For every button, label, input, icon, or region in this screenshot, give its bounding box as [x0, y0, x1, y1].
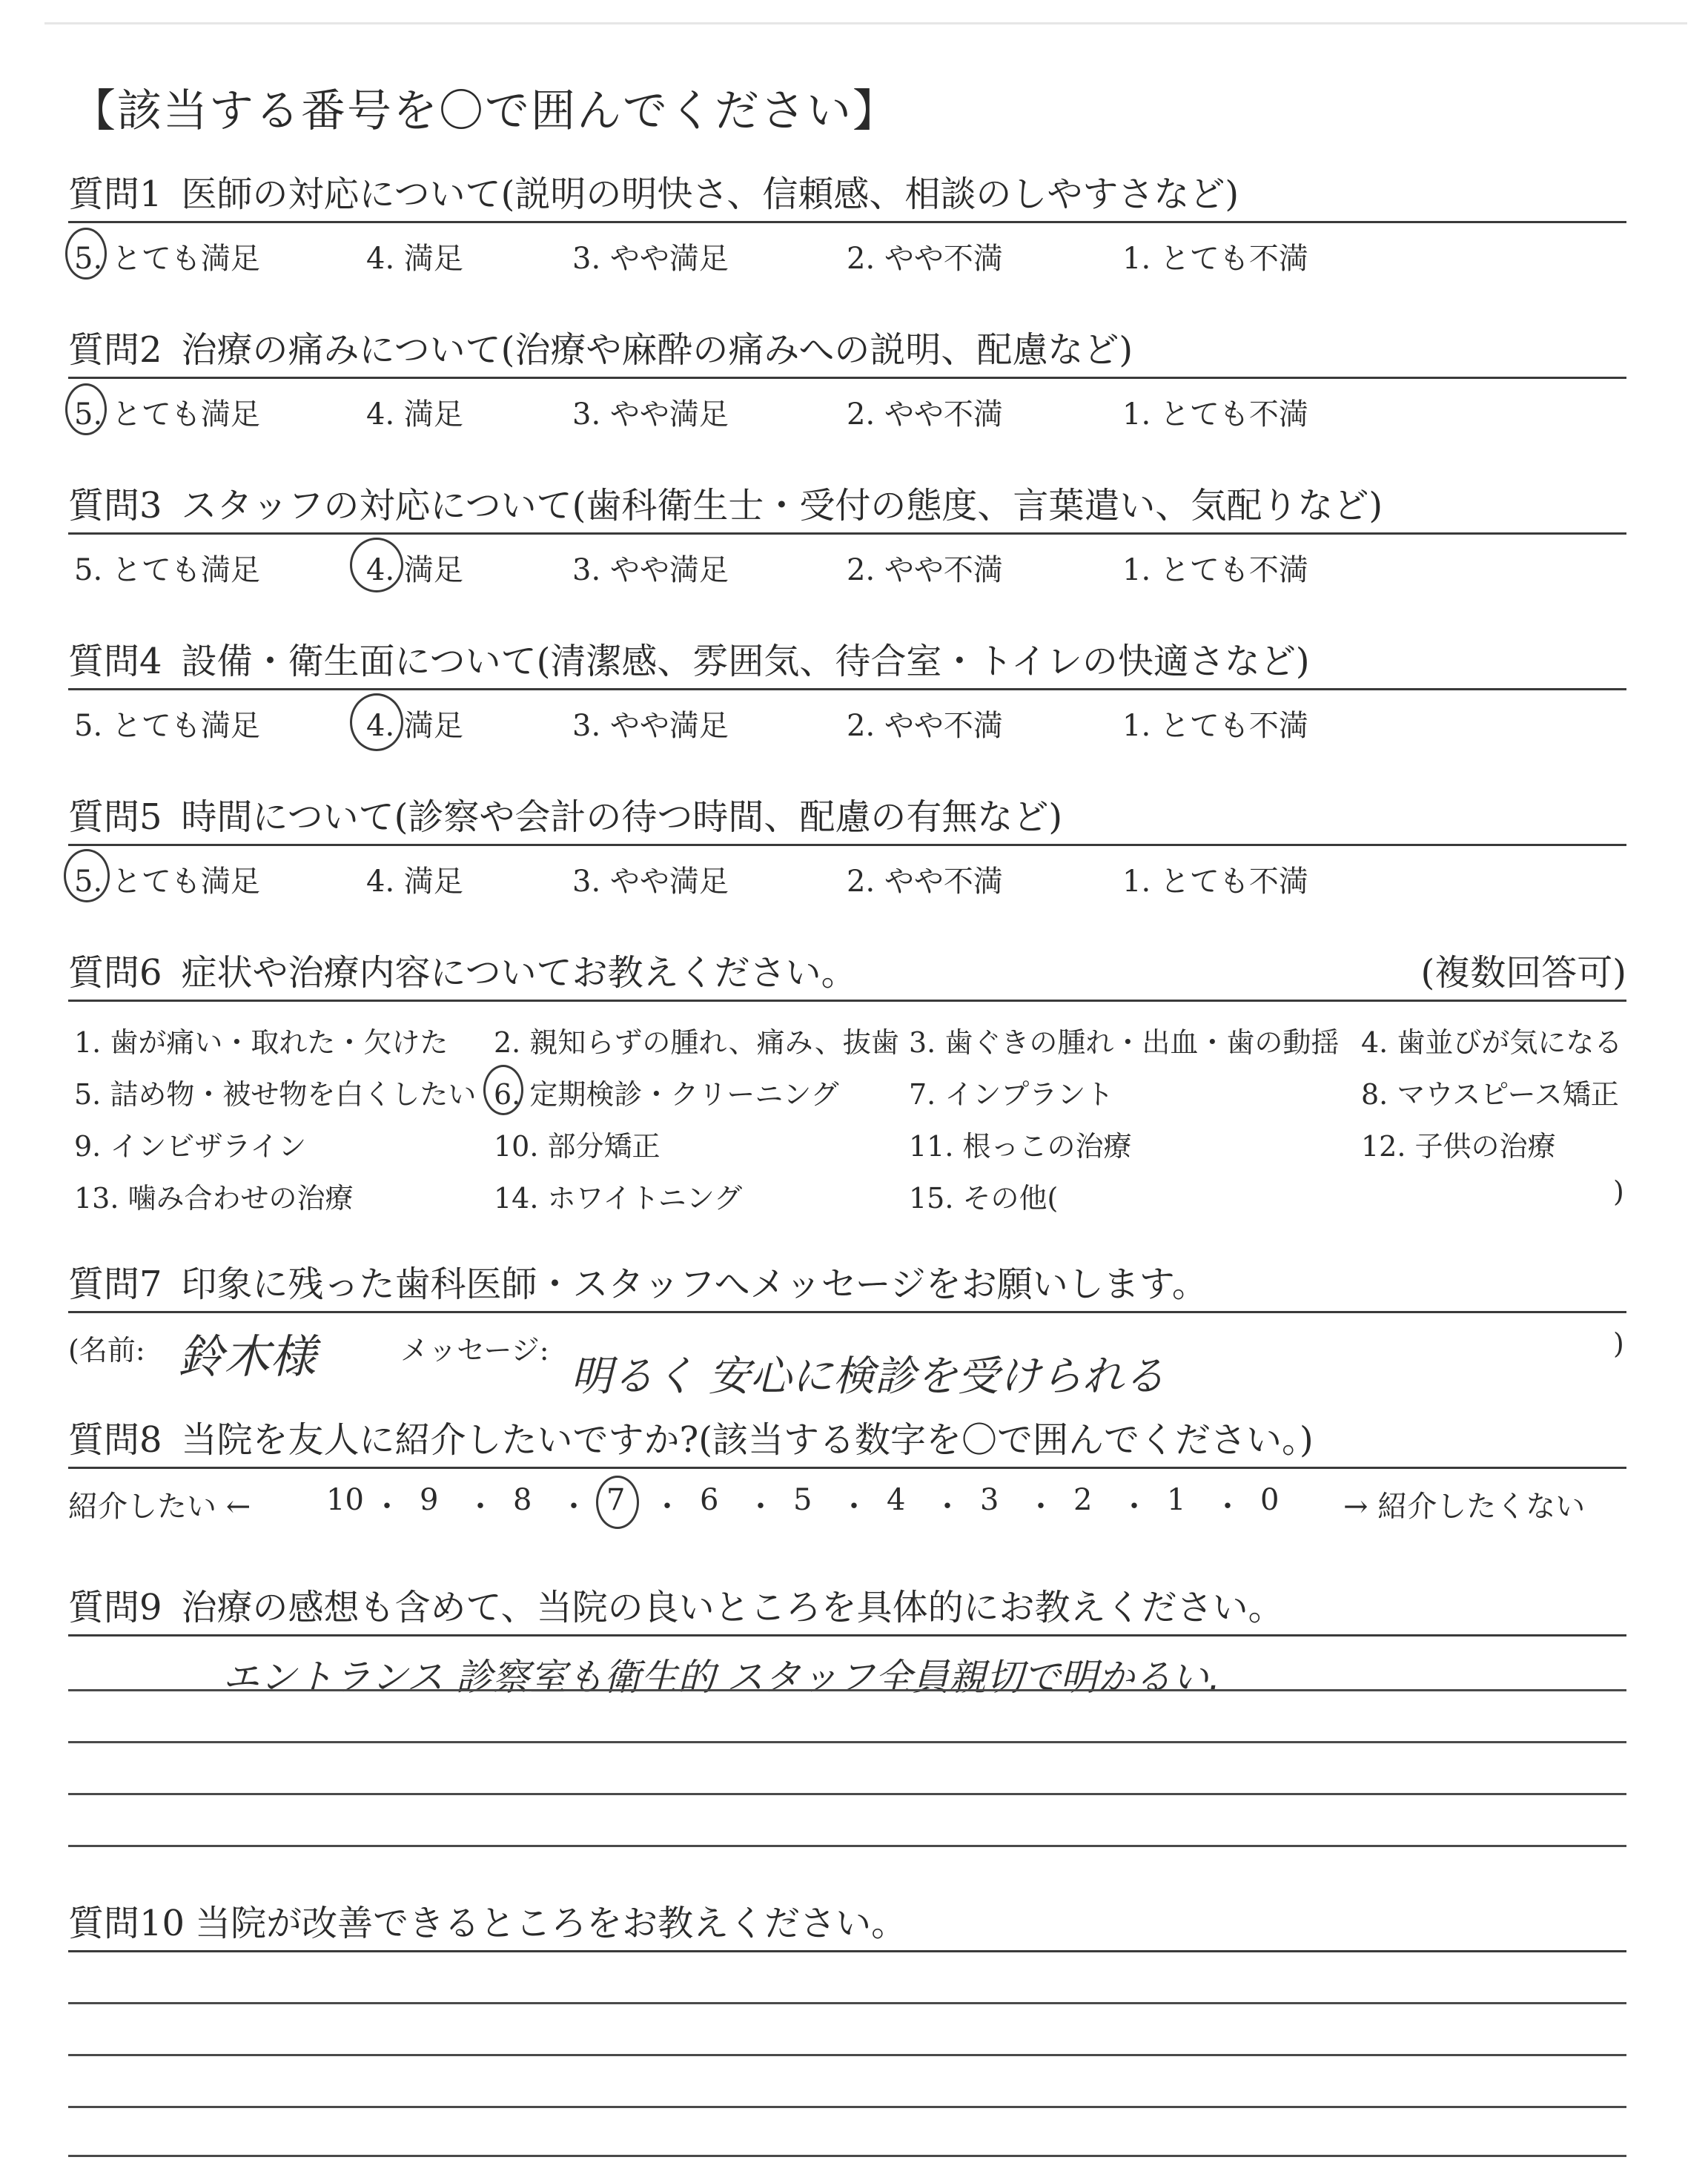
- symptom-option-12[interactable]: 12. 子供の治療: [1361, 1130, 1556, 1163]
- rating-option-4[interactable]: 4. 満足: [366, 397, 463, 432]
- answer-line: [68, 1741, 1626, 1743]
- symptom-option-14[interactable]: 14. ホワイトニング: [494, 1182, 743, 1215]
- rating-options: [68, 855, 1626, 899]
- symptom-option-1[interactable]: 1. 歯が痛い・取れた・欠けた: [74, 1026, 448, 1059]
- question-text: 症状や治療内容についてお教えください。: [181, 952, 857, 994]
- selection-circle: [483, 1065, 523, 1115]
- scale-separator: ・: [372, 1490, 402, 1524]
- question-rule: [68, 688, 1626, 690]
- answer-line: [68, 1845, 1626, 1847]
- question-number: 質問2: [68, 329, 162, 371]
- question-text: 設備・衛生面について(清潔感、雰囲気、待合室・トイレの快適さなど): [181, 641, 1310, 682]
- question-text: 当院が改善できるところをお教えください。: [195, 1903, 907, 1944]
- question-2: [68, 328, 1626, 432]
- rating-option-1[interactable]: 1. とても不満: [1122, 709, 1308, 743]
- question-rule: [68, 1950, 1626, 1952]
- rating-option-2[interactable]: 2. やや不満: [847, 553, 1003, 587]
- rating-option-1[interactable]: 1. とても不満: [1122, 397, 1308, 432]
- scale-value-10[interactable]: 10: [326, 1483, 364, 1517]
- scale-separator: ・: [466, 1490, 495, 1524]
- question-10: [68, 1901, 1626, 1952]
- scale-separator: ・: [933, 1490, 962, 1524]
- answer-line: [68, 2002, 1626, 2004]
- handwritten-answer[interactable]: エントランス 診察室も衛生的 スタッフ全員親切で明かるい.: [222, 1656, 1221, 1699]
- handwritten-name[interactable]: 鈴木様: [178, 1330, 317, 1384]
- question-number: 質問6: [68, 952, 162, 994]
- symptom-option-2[interactable]: 2. 親知らずの腫れ、痛み、抜歯: [494, 1026, 899, 1059]
- rating-option-4[interactable]: 4. 満足: [366, 242, 463, 276]
- scale-separator: ・: [1026, 1490, 1056, 1524]
- scale-separator: ・: [559, 1490, 589, 1524]
- scale-value-0[interactable]: 0: [1260, 1483, 1280, 1517]
- scale-value-4[interactable]: 4: [887, 1483, 906, 1517]
- recommend-right-label: → 紹介したくない: [1343, 1490, 1586, 1524]
- message-close-paren: ): [1613, 1327, 1624, 1360]
- symptom-option-7[interactable]: 7. インプラント: [909, 1078, 1114, 1111]
- question-text: 治療の痛みについて(治療や麻酔の痛みへの説明、配慮など): [181, 329, 1133, 371]
- rating-option-4[interactable]: 4. 満足: [366, 709, 463, 743]
- symptom-option-9[interactable]: 9. インビザライン: [74, 1130, 307, 1163]
- question-text: スタッフの対応について(歯科衛生士・受付の態度、言葉遣い、気配りなど): [181, 485, 1383, 526]
- scale-value-7[interactable]: 7: [606, 1483, 626, 1517]
- symptom-option-10[interactable]: 10. 部分矯正: [494, 1130, 661, 1163]
- selection-circle: [65, 383, 107, 435]
- instruction-heading: 【該当する番号を〇で囲んでください】: [71, 85, 898, 137]
- rating-option-5[interactable]: 5. とても満足: [74, 709, 260, 743]
- question-text: 時間について(診察や会計の待つ時間、配慮の有無など): [181, 796, 1063, 838]
- question-8: [68, 1418, 1626, 1469]
- multiple-answers-note: (複数回答可): [1420, 952, 1626, 994]
- rating-option-5[interactable]: 5. とても満足: [74, 865, 260, 899]
- symptom-option-3[interactable]: 3. 歯ぐきの腫れ・出血・歯の動揺: [909, 1026, 1340, 1059]
- rating-option-3[interactable]: 3. やや満足: [572, 242, 729, 276]
- rating-option-5[interactable]: 5. とても満足: [74, 242, 260, 276]
- question-rule: [68, 377, 1626, 379]
- symptom-option-11[interactable]: 11. 根っこの治療: [909, 1130, 1132, 1163]
- symptom-option-6[interactable]: 6. 定期検診・クリーニング: [494, 1078, 839, 1111]
- top-border: [44, 22, 1687, 24]
- rating-option-4[interactable]: 4. 満足: [366, 865, 463, 899]
- selection-circle: [65, 228, 107, 280]
- rating-option-1[interactable]: 1. とても不満: [1122, 865, 1308, 899]
- selection-circle: [596, 1476, 639, 1529]
- question-text: 印象に残った歯科医師・スタッフへメッセージをお願いします。: [181, 1264, 1208, 1305]
- question-text: 医師の対応について(説明の明快さ、信頼感、相談のしやすさなど): [181, 174, 1239, 215]
- question-number: 質問10: [68, 1903, 185, 1944]
- rating-option-3[interactable]: 3. やや満足: [572, 397, 729, 432]
- question-3: [68, 483, 1626, 588]
- question-rule: [68, 1000, 1626, 1002]
- scale-value-1[interactable]: 1: [1167, 1483, 1186, 1517]
- rating-option-1[interactable]: 1. とても不満: [1122, 553, 1308, 587]
- rating-option-2[interactable]: 2. やや不満: [847, 865, 1003, 899]
- question-rule: [68, 844, 1626, 846]
- rating-option-3[interactable]: 3. やや満足: [572, 709, 729, 743]
- name-label: (名前:: [68, 1334, 145, 1367]
- scale-value-5[interactable]: 5: [793, 1483, 812, 1517]
- question-number: 質問9: [68, 1587, 162, 1628]
- question-rule: [68, 221, 1626, 223]
- rating-option-2[interactable]: 2. やや不満: [847, 709, 1003, 743]
- rating-options: [68, 388, 1626, 432]
- scale-separator: ・: [839, 1490, 869, 1524]
- rating-option-5[interactable]: 5. とても満足: [74, 553, 260, 587]
- rating-option-2[interactable]: 2. やや不満: [847, 242, 1003, 276]
- scale-value-9[interactable]: 9: [420, 1483, 439, 1517]
- question-6: [68, 951, 1626, 1002]
- question-7: [68, 1262, 1626, 1313]
- scale-separator: ・: [652, 1490, 682, 1524]
- symptom-option-8[interactable]: 8. マウスピース矯正: [1361, 1078, 1619, 1111]
- rating-option-2[interactable]: 2. やや不満: [847, 397, 1003, 432]
- other-close-paren: ): [1613, 1175, 1624, 1208]
- question-text: 当院を友人に紹介したいですか?(該当する数字を〇で囲んでください。): [181, 1419, 1314, 1461]
- symptom-option-5[interactable]: 5. 詰め物・被せ物を白くしたい: [74, 1078, 477, 1111]
- question-number: 質問5: [68, 796, 162, 838]
- question-9: [68, 1585, 1626, 1636]
- question-1: [68, 172, 1626, 277]
- question-4: [68, 639, 1626, 744]
- symptom-option-4[interactable]: 4. 歯並びが気になる: [1361, 1026, 1623, 1059]
- scale-separator: ・: [1119, 1490, 1149, 1524]
- scale-separator: ・: [746, 1490, 775, 1524]
- question-number: 質問7: [68, 1264, 162, 1305]
- rating-option-4[interactable]: 4. 満足: [366, 553, 463, 587]
- question-rule: [68, 1467, 1626, 1469]
- selection-circle: [350, 538, 403, 592]
- scale-separator: ・: [1213, 1490, 1242, 1524]
- rating-options: [68, 232, 1626, 277]
- selection-circle: [64, 849, 110, 902]
- question-text: 治療の感想も含めて、当院の良いところを具体的にお教えください。: [181, 1587, 1284, 1628]
- question-number: 質問3: [68, 485, 162, 526]
- question-rule: [68, 532, 1626, 535]
- question-5: [68, 795, 1626, 899]
- rating-options: [68, 699, 1626, 744]
- rating-option-5[interactable]: 5. とても満足: [74, 397, 260, 432]
- question-rule: [68, 1634, 1626, 1636]
- scale-value-2[interactable]: 2: [1073, 1483, 1093, 1517]
- message-label: メッセージ:: [400, 1334, 549, 1367]
- answer-line: [68, 2054, 1626, 2056]
- symptom-option-15[interactable]: 15. その他(: [909, 1182, 1059, 1215]
- rating-option-3[interactable]: 3. やや満足: [572, 553, 729, 587]
- rating-option-1[interactable]: 1. とても不満: [1122, 242, 1308, 276]
- answer-line: [68, 1689, 1626, 1691]
- rating-options: [68, 544, 1626, 588]
- question-number: 質問8: [68, 1419, 162, 1461]
- question-rule: [68, 1311, 1626, 1313]
- question-number: 質問4: [68, 641, 162, 682]
- question-number: 質問1: [68, 174, 162, 215]
- scale-value-8[interactable]: 8: [513, 1483, 532, 1517]
- scale-value-6[interactable]: 6: [700, 1483, 719, 1517]
- handwritten-message[interactable]: 明るく 安心に検診を受けられる: [571, 1353, 1165, 1401]
- answer-line: [68, 2106, 1626, 2108]
- symptom-option-13[interactable]: 13. 噛み合わせの治療: [74, 1182, 354, 1215]
- rating-option-3[interactable]: 3. やや満足: [572, 865, 729, 899]
- scale-value-3[interactable]: 3: [980, 1483, 999, 1517]
- recommend-left-label: 紹介したい ←: [68, 1490, 251, 1524]
- answer-line: [68, 1793, 1626, 1795]
- selection-circle: [350, 693, 403, 751]
- answer-line: [68, 2155, 1626, 2157]
